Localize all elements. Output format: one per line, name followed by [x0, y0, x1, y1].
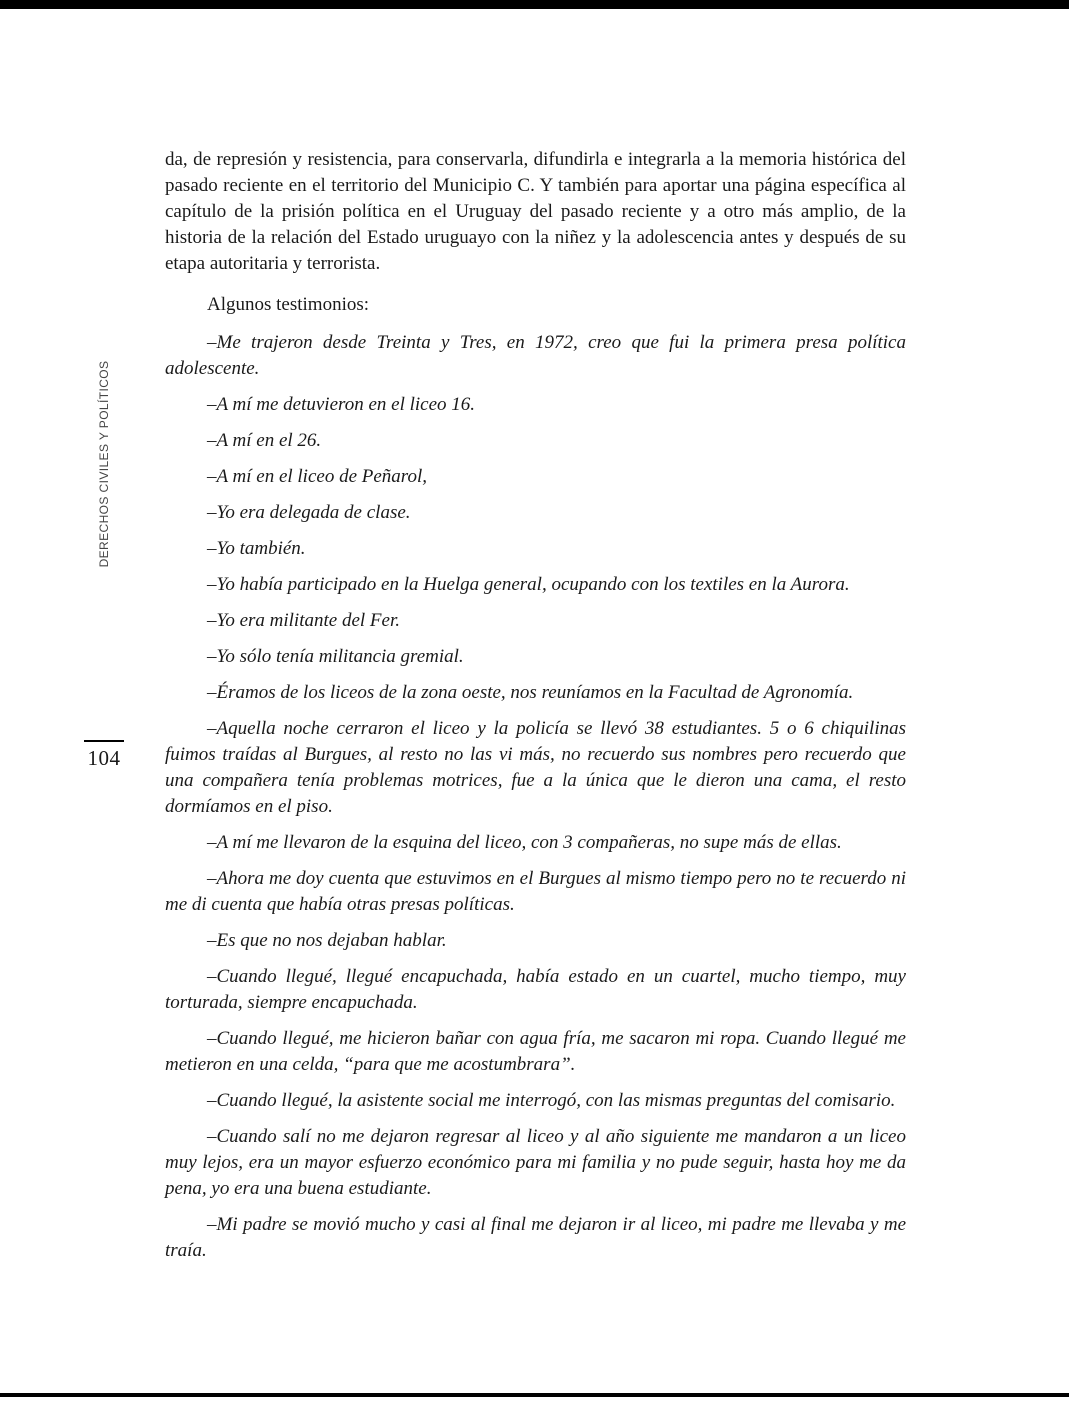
testimony-paragraph: –Cuando llegué, llegué encapuchada, había estado en un cuartel, mucho tiempo, muy torturada, siempre encapuchada.	[165, 966, 906, 1013]
text-column	[165, 147, 906, 1274]
testimony-paragraph: –Cuando salí no me dejaron regresar al liceo y al año siguiente me mandaron a un liceo muy lejos, era un mayor esfuerzo económico para mi familia y no pude seguir, hasta hoy me da pena, yo era una buena estudiante.	[165, 1126, 906, 1199]
page-top-scan-border	[0, 0, 1069, 9]
testimony-paragraph: –Cuando llegué, la asistente social me interrogó, con las mismas preguntas del comisario.	[207, 1090, 896, 1111]
testimony-paragraph: –Ahora me doy cuenta que estuvimos en el Burgues al mismo tiempo pero no te recuerdo ni me di cuenta que había otras presas políticas.	[165, 868, 906, 915]
testimonies-list	[165, 330, 906, 1264]
testimony-paragraph: –Yo era delegada de clase.	[207, 502, 411, 523]
testimony-paragraph: –Me trajeron desde Treinta y Tres, en 1972, creo que fui la primera presa política adolescente.	[165, 332, 906, 379]
testimony-paragraph: –A mí me llevaron de la esquina del liceo, con 3 compañeras, no supe más de ellas.	[207, 832, 842, 853]
testimony-paragraph: –Yo había participado en la Huelga general, ocupando con los textiles en la Aurora.	[207, 574, 850, 595]
testimony-paragraph: –A mí me detuvieron en el liceo 16.	[207, 394, 476, 415]
page-bottom-scan-border	[0, 1393, 1069, 1397]
testimony-paragraph: –Yo también.	[207, 538, 306, 559]
page-number: 104	[87, 746, 121, 770]
testimony-paragraph: –Éramos de los liceos de la zona oeste, nos reuníamos en la Facultad de Agronomía.	[207, 682, 854, 703]
page-number-block	[84, 740, 124, 771]
page-number-rule	[84, 740, 124, 742]
section-lead: Algunos testimonios:	[207, 294, 370, 315]
testimony-paragraph: –A mí en el liceo de Peñarol,	[207, 466, 428, 487]
testimony-paragraph: –Aquella noche cerraron el liceo y la policía se llevó 38 estudiantes. 5 o 6 chiquilinas fuimos traídas al Burgues, al resto no las vi más, no recuerdo sus nombres pero recuerdo que una compañera tenía problemas motrices, fue a la única que le dieron una cama, el resto dormíamos en el piso.	[165, 718, 906, 817]
intro-paragraph: da, de represión y resistencia, para conservarla, difundirla e integrarla a la memoria histórica del pasado reciente en el territorio del Municipio C. Y también para aportar una página específica al capítulo de la prisión política en el Uruguay del pasado reciente y a otro más amplio, de la historia de la relación del Estado uruguayo con la niñez y la adolescencia antes y después de su etapa autoritaria y terrorista.	[165, 149, 906, 274]
testimony-paragraph: –Cuando llegué, me hicieron bañar con agua fría, me sacaron mi ropa. Cuando llegué me metieron en una celda, “para que me acostumbrara”.	[165, 1028, 906, 1075]
testimony-paragraph: –Es que no nos dejaban hablar.	[207, 930, 447, 951]
chapter-margin-label: DERECHOS CIVILES Y POLÍTICOS	[97, 360, 111, 568]
testimony-paragraph: –A mí en el 26.	[207, 430, 322, 451]
testimony-paragraph: –Yo era militante del Fer.	[207, 610, 400, 631]
testimony-paragraph: –Yo sólo tenía militancia gremial.	[207, 646, 464, 667]
testimony-paragraph: –Mi padre se movió mucho y casi al final me dejaron ir al liceo, mi padre me llevaba y me traía.	[165, 1214, 906, 1261]
